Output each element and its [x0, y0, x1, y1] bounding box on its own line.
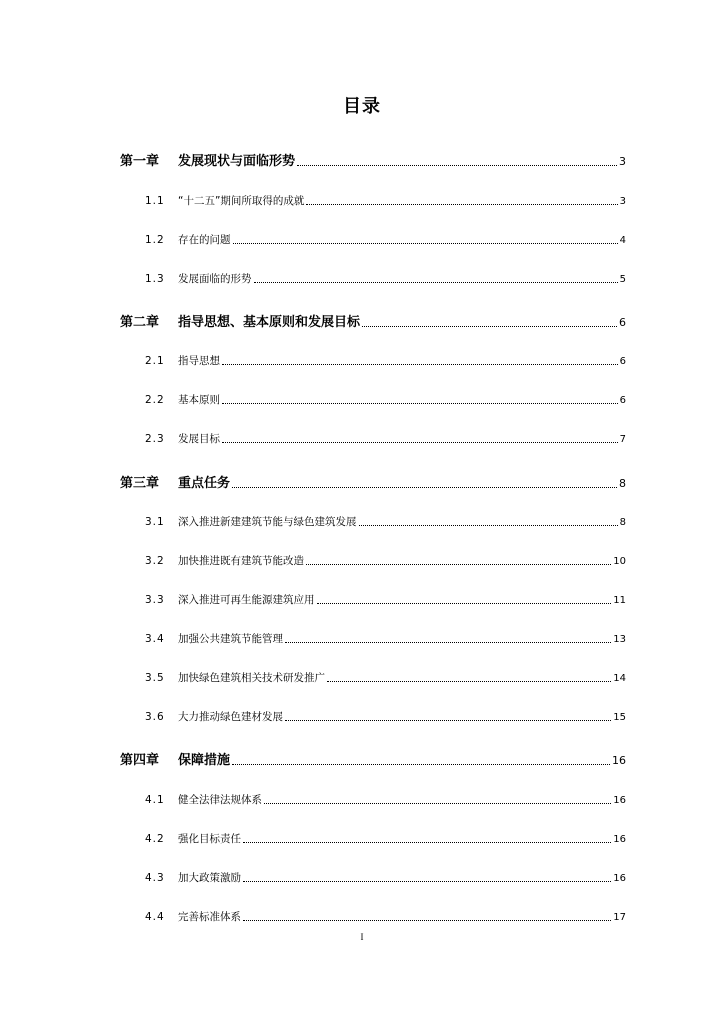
toc-section-2-2[interactable]: [145, 392, 626, 407]
toc-section-2-3[interactable]: [145, 431, 626, 446]
toc-number: 4.2: [145, 833, 165, 845]
toc-text: 指导思想、基本原则和发展目标: [178, 315, 361, 330]
toc-text: “十二五”期间所取得的成就: [178, 195, 305, 207]
toc-number: 3.3: [145, 594, 165, 606]
toc-page-number: 16: [613, 795, 626, 806]
toc-section-1-2[interactable]: [145, 232, 626, 247]
toc-section-3-2[interactable]: [145, 553, 626, 568]
toc-number: 2.2: [145, 394, 165, 406]
dot-leader: [233, 243, 618, 244]
toc-number: 3.1: [145, 516, 165, 528]
dot-leader: [232, 764, 610, 765]
dot-leader: [243, 842, 611, 843]
toc-chapter-3[interactable]: [120, 472, 626, 491]
toc-text: 加快绿色建筑相关技术研发推广: [178, 672, 325, 684]
toc-text: 大力推动绿色建材发展: [178, 711, 283, 723]
toc-text: 保障措施: [178, 753, 231, 768]
dot-leader: [362, 326, 617, 327]
toc-page-number: 16: [613, 834, 626, 845]
toc-page-number: 11: [613, 595, 626, 606]
toc-text: 发展目标: [178, 433, 220, 445]
toc-number: 2.3: [145, 433, 165, 445]
toc-text: 存在的问题: [178, 234, 231, 246]
toc-number: 2.1: [145, 355, 165, 367]
toc-page-number: 16: [613, 873, 626, 884]
toc-number: 第三章: [120, 476, 160, 491]
toc-text: 发展面临的形势: [178, 273, 252, 285]
toc-page-number: 6: [619, 316, 626, 329]
toc-section-4-1[interactable]: [145, 792, 626, 807]
dot-leader: [232, 487, 617, 488]
dot-leader: [317, 603, 612, 604]
toc-section-3-6[interactable]: [145, 709, 626, 724]
toc-page-number: 7: [619, 434, 626, 445]
toc-section-3-1[interactable]: [145, 514, 626, 529]
dot-leader: [222, 403, 618, 404]
toc-page-number: 14: [613, 673, 626, 684]
toc-text: 强化目标责任: [178, 833, 241, 845]
toc-page-number: 6: [619, 356, 626, 367]
toc-page-number: 15: [613, 712, 626, 723]
dot-leader: [222, 442, 618, 443]
dot-leader: [243, 881, 611, 882]
dot-leader: [306, 204, 617, 205]
toc-page-number: 3: [619, 155, 626, 168]
toc-text: 加大政策激励: [178, 872, 241, 884]
toc-text: 深入推进可再生能源建筑应用: [178, 594, 315, 606]
toc-text: 健全法律法规体系: [178, 794, 262, 806]
toc-section-1-3[interactable]: [145, 271, 626, 286]
toc-chapter-1[interactable]: [120, 150, 626, 169]
toc-section-4-3[interactable]: [145, 870, 626, 885]
page-footer-number: I: [360, 932, 364, 942]
toc-section-1-1[interactable]: [145, 193, 626, 208]
toc-text: 完善标准体系: [178, 911, 241, 923]
toc-number: 1.2: [145, 234, 165, 246]
toc-number: 3.6: [145, 711, 165, 723]
toc-text: 加强公共建筑节能管理: [178, 633, 283, 645]
toc-section-2-1[interactable]: [145, 353, 626, 368]
toc-number: 1.1: [145, 195, 165, 207]
toc-text: 重点任务: [178, 476, 231, 491]
toc-text: 基本原则: [178, 394, 220, 406]
toc-page-number: 17: [613, 912, 626, 923]
dot-leader: [297, 165, 617, 166]
page-title: 目录: [343, 96, 381, 117]
toc-section-4-2[interactable]: [145, 831, 626, 846]
toc-number: 3.4: [145, 633, 165, 645]
toc-page-number: 6: [619, 395, 626, 406]
toc-page-number: 8: [619, 517, 626, 528]
toc-chapter-4[interactable]: [120, 749, 626, 768]
toc-number: 第四章: [120, 753, 160, 768]
dot-leader: [306, 564, 611, 565]
toc-number: 4.1: [145, 794, 165, 806]
toc-text: 加快推进既有建筑节能改造: [178, 555, 304, 567]
toc-number: 4.3: [145, 872, 165, 884]
toc-page-number: 16: [612, 754, 626, 767]
toc-text: 指导思想: [178, 355, 220, 367]
toc-chapter-2[interactable]: [120, 311, 626, 330]
dot-leader: [264, 803, 611, 804]
toc-number: 3.2: [145, 555, 165, 567]
toc-page-number: 3: [619, 196, 626, 207]
toc-text: 发展现状与面临形势: [178, 154, 296, 169]
dot-leader: [254, 282, 618, 283]
toc-page-number: 4: [619, 235, 626, 246]
dot-leader: [243, 920, 611, 921]
dot-leader: [222, 364, 618, 365]
dot-leader: [285, 642, 611, 643]
toc-number: 第一章: [120, 154, 160, 169]
toc-section-3-4[interactable]: [145, 631, 626, 646]
toc-page-number: 13: [613, 634, 626, 645]
toc-number: 3.5: [145, 672, 165, 684]
toc-page-number: 5: [619, 274, 626, 285]
toc-text: 深入推进新建建筑节能与绿色建筑发展: [178, 516, 357, 528]
toc-section-4-4[interactable]: [145, 909, 626, 924]
toc-number: 1.3: [145, 273, 165, 285]
dot-leader: [285, 720, 611, 721]
toc-page-number: 8: [619, 477, 626, 490]
dot-leader: [359, 525, 618, 526]
toc-page-number: 10: [613, 556, 626, 567]
dot-leader: [327, 681, 611, 682]
toc-section-3-5[interactable]: [145, 670, 626, 685]
toc-number: 4.4: [145, 911, 165, 923]
toc-section-3-3[interactable]: [145, 592, 626, 607]
toc-number: 第二章: [120, 315, 160, 330]
